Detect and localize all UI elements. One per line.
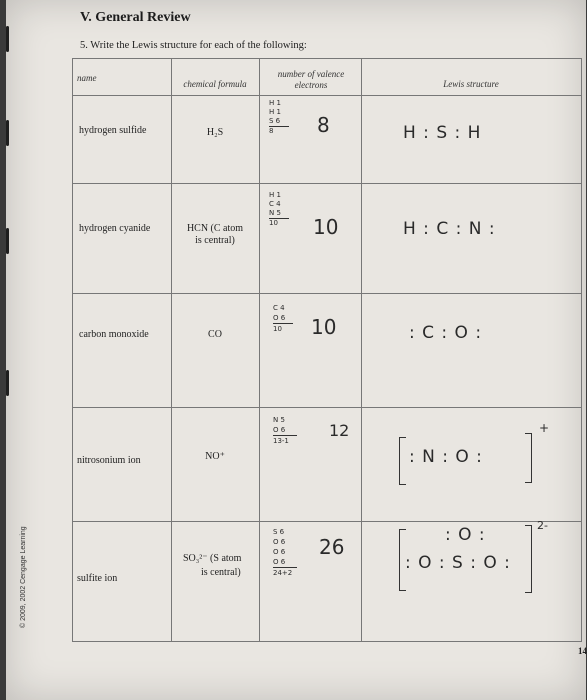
chemical-formula-note: is central) [195, 235, 235, 246]
lewis-structure: : O : S : O : [405, 553, 511, 573]
header-lewis: Lewis structure [443, 79, 499, 89]
valence-work: N 5 O 6 13-1 [273, 415, 297, 446]
lewis-structure: : C : O : [409, 323, 483, 343]
header-formula: chemical formula [183, 79, 247, 89]
binder-hole-edge [6, 228, 9, 254]
valence-total: 26 [319, 535, 345, 559]
valence-work: H 1 C 4 N 5 10 [269, 191, 289, 228]
valence-work: H 1 H 1 S 6 8 [269, 99, 289, 136]
left-bracket [399, 437, 406, 485]
valence-work: C 4 O 6 10 [273, 303, 293, 334]
valence-work: S 6 O 6 O 6 O 6 24+2 [273, 527, 297, 578]
lewis-structure: H : C : N : [403, 219, 496, 239]
right-bracket [525, 433, 532, 483]
chemical-formula: CO [208, 329, 222, 340]
section-title: V. General Review [80, 10, 191, 25]
chemical-formula: H₂S [206, 127, 224, 138]
binder-hole-edge [6, 120, 9, 146]
lewis-structure: H : S : H [403, 123, 482, 143]
copyright-text: © 2009, 2002 Cengage Learning [20, 526, 27, 628]
ion-charge: 2- [537, 519, 548, 532]
binder-hole-edge [6, 26, 9, 52]
valence-total: 10 [313, 215, 339, 239]
page-number: 14 [578, 646, 587, 656]
instruction-text: 5. Write the Lewis structure for each of the following: [80, 40, 307, 51]
chemical-formula: HCN (C atom [186, 223, 244, 234]
right-bracket [525, 525, 532, 593]
header-name: name [77, 73, 97, 83]
binder-hole-edge [6, 370, 9, 396]
lewis-structure: : N : O : [409, 447, 483, 467]
chemical-formula-note: is central) [201, 567, 241, 578]
valence-total: 12 [329, 421, 350, 440]
compound-name: hydrogen cyanide [79, 223, 151, 234]
valence-total: 8 [317, 113, 330, 137]
compound-name: sulfite ion [77, 573, 118, 584]
compound-name: nitrosonium ion [77, 455, 141, 466]
lewis-structure-top: : O : [445, 525, 486, 545]
lewis-table [72, 58, 582, 642]
valence-total: 10 [311, 315, 337, 339]
compound-name: carbon monoxide [79, 329, 149, 340]
worksheet-page [6, 0, 586, 700]
chemical-formula: SO₃²⁻ (S atom [183, 553, 242, 564]
compound-name: hydrogen sulfide [79, 125, 147, 136]
chemical-formula: NO⁺ [205, 451, 225, 462]
header-valence: number of valence electrons [277, 69, 345, 90]
ion-charge: + [539, 421, 550, 435]
